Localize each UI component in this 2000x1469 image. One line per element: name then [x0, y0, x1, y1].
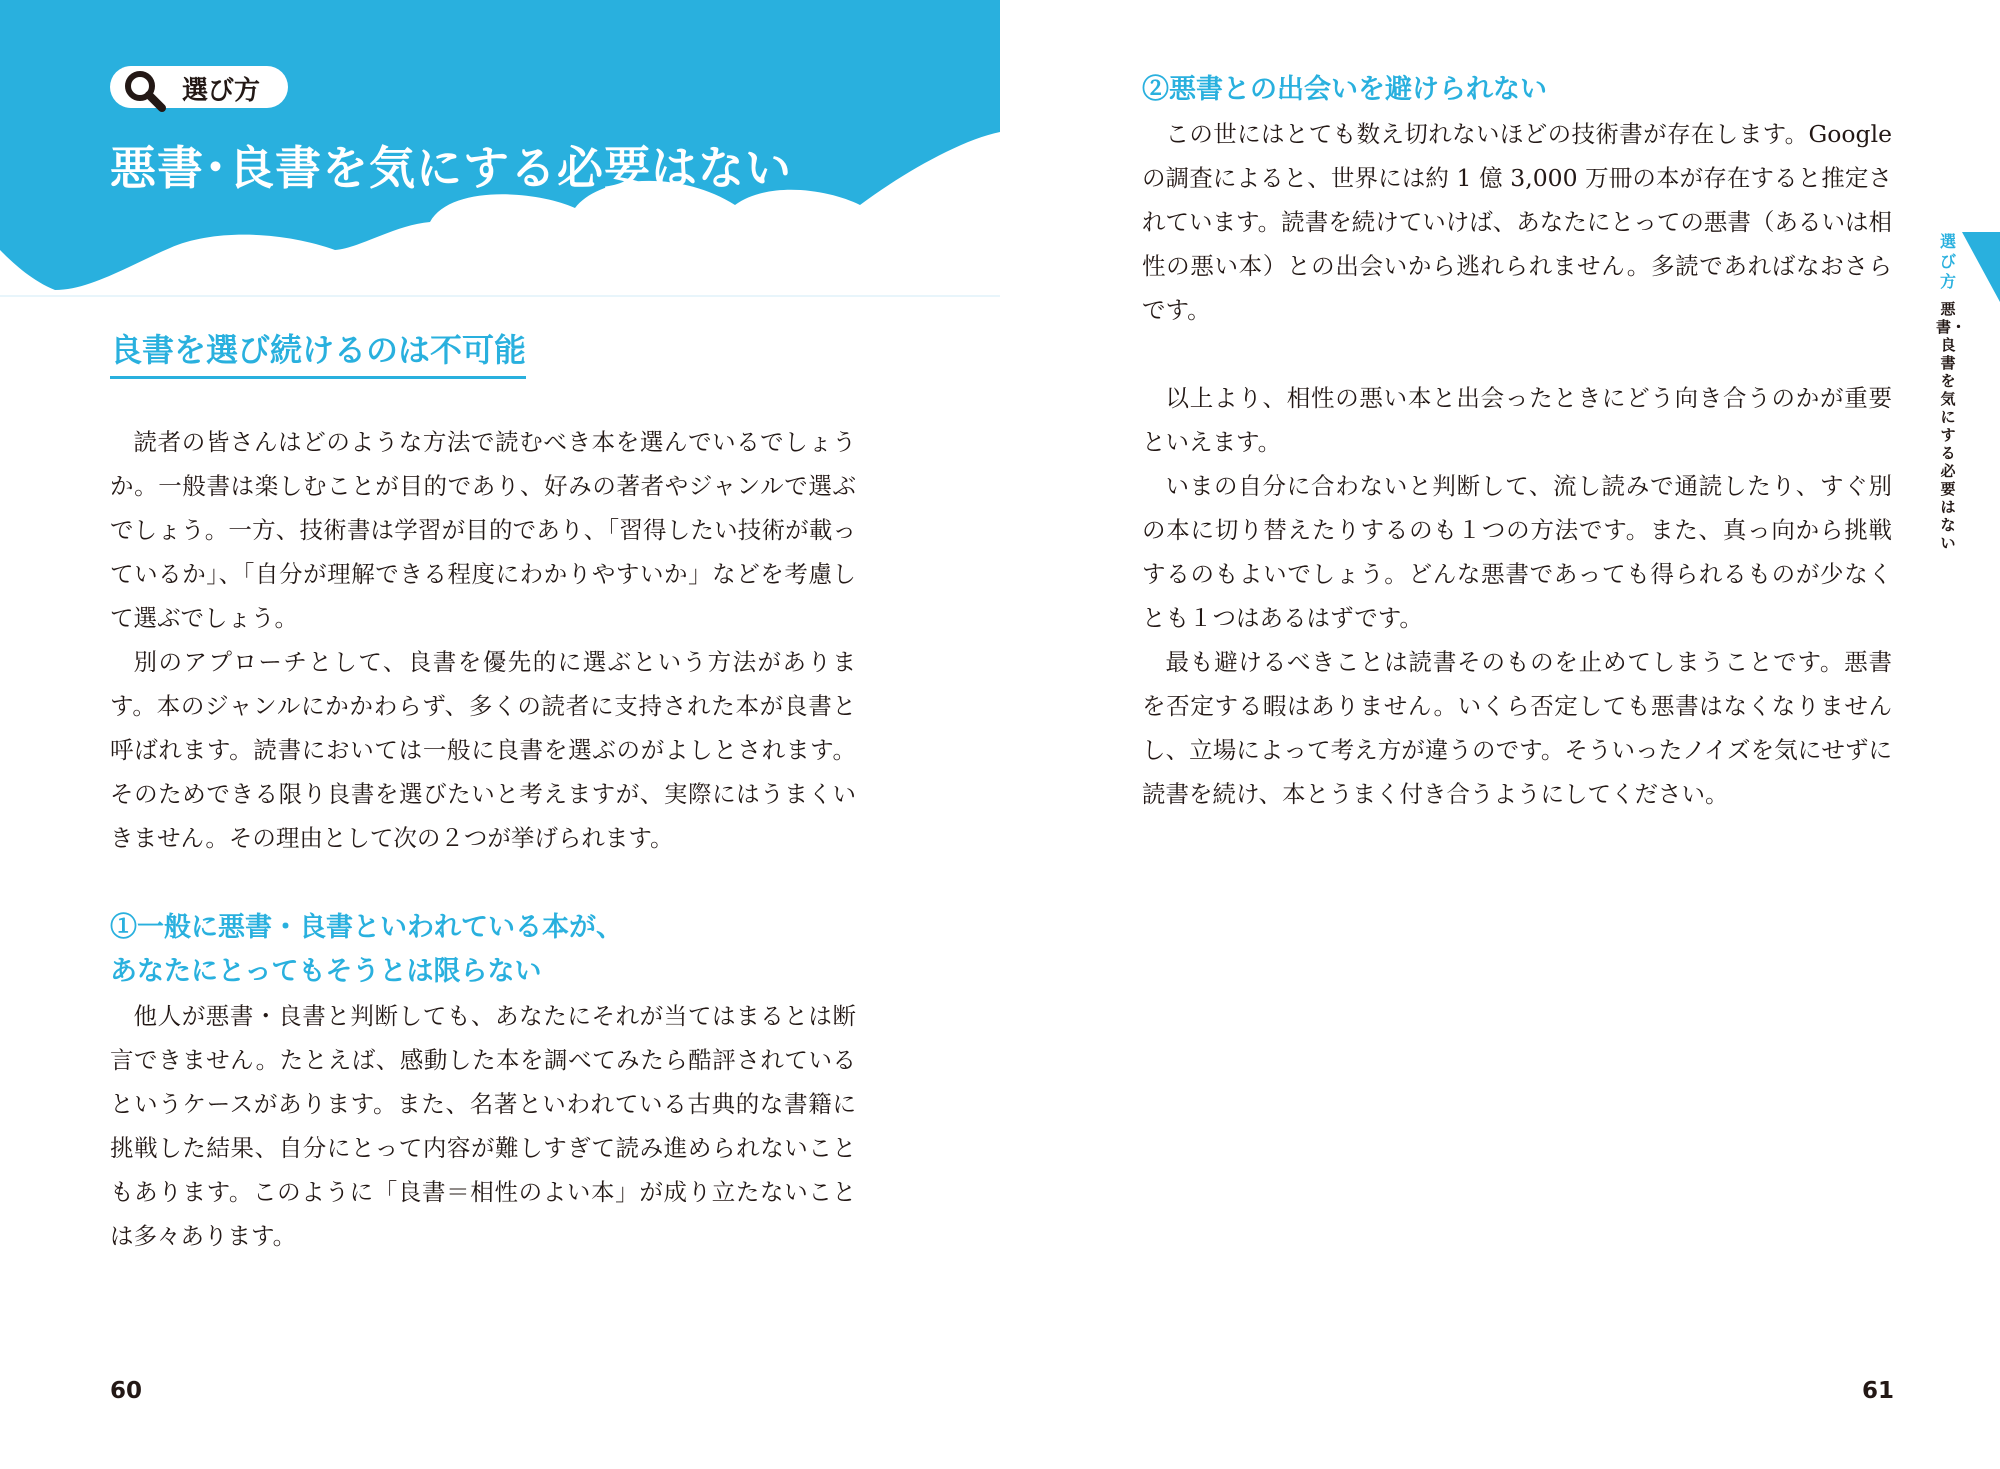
- page-number-right: 61: [1862, 1378, 1895, 1404]
- section-heading: 良書を選び続けるのは不可能: [110, 328, 526, 379]
- side-index-category: 選び方: [1939, 232, 1956, 291]
- page-number-left: 60: [110, 1378, 143, 1404]
- paragraph: 最も避けるべきことは読書そのものを止めてしまうことです。悪書を否定する暇はありません。いくら否定しても悪書はなくなりませんし、立場によって考え方が違うのです。そういったノイズを気にせずに読書を続け、本とうまく付き合うようにしてください。: [1142, 648, 1892, 808]
- point1-heading-line1: ①一般に悪書・良書といわれている本が、: [110, 912, 623, 943]
- point1-body: [110, 994, 856, 1258]
- page-title: 悪書･良書を気にする必要はない: [110, 141, 792, 195]
- point1-heading-line2: あなたにとってもそうとは限らない: [110, 956, 542, 987]
- magnifier-icon: [122, 68, 168, 114]
- point2-heading: ②悪書との出会いを避けられない: [1142, 74, 1547, 105]
- side-index-tab: [1962, 232, 2000, 302]
- paragraph: 以上より、相性の悪い本と出会ったときにどう向き合うのかが重要といえます。: [1142, 384, 1892, 456]
- paragraph: 別のアプローチとして、良書を優先的に選ぶという方法があります。本のジャンルにかかわらず、多くの読者に支持された本が良書と呼ばれます。読書においては一般に良書を選ぶのがよしとされます。そのためできる限り良書を選びたいと考えますが、実際にはうまくいきません。その理由として次の２つが挙げられます。: [110, 648, 856, 852]
- category-badge: [110, 66, 288, 108]
- side-index-title: 悪書・良書を気にする必要はない: [1936, 300, 1967, 552]
- paragraph: この世にはとても数え切れないほどの技術書が存在します。Google の調査によると、世界には約 1 億 3,000 万冊の本が存在すると推定されています。読書を続けていけば、あなたにとっての悪書（あるいは相性の悪い本）との出会いから逃れられません。多読であればなおさらです。: [1142, 120, 1892, 324]
- paragraph: 他人が悪書・良書と判断しても、あなたにそれが当てはまるとは断言できません。たとえば、感動した本を調べてみたら酷評されているというケースがあります。また、名著といわれている古典的な書籍に挑戦した結果、自分にとって内容が難しすぎて読み進められないこともあります。このように「良書＝相性のよい本」が成り立たないことは多々あります。: [110, 1002, 856, 1250]
- section-body: [110, 420, 856, 860]
- paragraph: いまの自分に合わないと判断して、流し読みで通読したり、すぐ別の本に切り替えたりするのも１つの方法です。また、真っ向から挑戦するのもよいでしょう。どんな悪書であっても得られるものが少なくとも１つはあるはずです。: [1142, 472, 1892, 632]
- category-badge-label: 選び方: [182, 76, 261, 106]
- point1-heading: [110, 906, 623, 994]
- conclusion-body: [1142, 376, 1892, 816]
- point2-body: [1142, 112, 1892, 332]
- paragraph: 読者の皆さんはどのような方法で読むべき本を選んでいるでしょうか。一般書は楽しむことが目的であり、好みの著者やジャンルで選ぶでしょう。一方、技術書は学習が目的であり、「習得したい技術が載っているか」、「自分が理解できる程度にわかりやすいか」などを考慮して選ぶでしょう。: [110, 428, 856, 632]
